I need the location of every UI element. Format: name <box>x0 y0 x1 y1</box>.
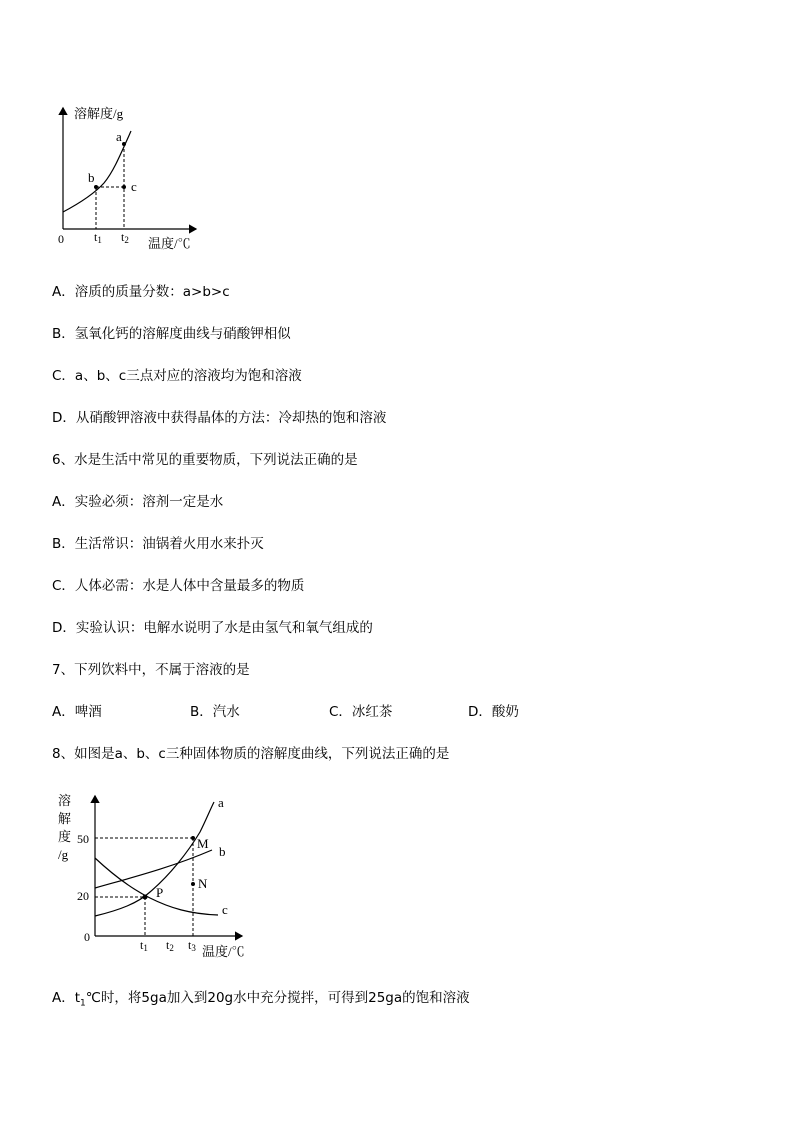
solubility-figure-1 <box>0 0 794 260</box>
curve-b <box>95 850 212 888</box>
q7-question: 7、下列饮料中，不属于溶液的是 <box>52 662 250 678</box>
y-label-char-1: 溶 <box>58 793 72 808</box>
curve-a-label: a <box>218 795 224 810</box>
point-c-label: c <box>131 179 137 194</box>
x-axis-label: 温度/℃ <box>202 944 245 959</box>
q7-option-a: A．啤酒 <box>52 704 102 720</box>
q8-option-a-prefix: A．t <box>52 990 81 1006</box>
point-b-label: b <box>88 170 95 185</box>
q6-question: 6、水是生活中常见的重要物质，下列说法正确的是 <box>52 452 358 468</box>
point-m-dot <box>191 836 195 840</box>
q6-option-b: B．生活常识：油锅着火用水来扑灭 <box>52 536 264 552</box>
x-tick-t2: t2 <box>121 230 129 245</box>
y-label-char-3: 度 <box>58 829 72 844</box>
point-c-dot <box>122 185 126 189</box>
origin-label: 0 <box>84 930 90 944</box>
point-n-label: N <box>198 876 208 891</box>
point-b-dot <box>94 185 98 189</box>
q5-option-b: B．氢氧化钙的溶解度曲线与硝酸钾相似 <box>52 326 291 342</box>
origin-label: 0 <box>58 232 64 246</box>
q7-option-d: D．酸奶 <box>468 704 519 720</box>
x-tick-t1: t1 <box>94 230 102 245</box>
q8-option-a-rest: ℃时，将5ga加入到20g水中充分搅拌，可得到25ga的饱和溶液 <box>85 990 470 1006</box>
point-m-label: M <box>197 836 209 851</box>
q8-option-a <box>52 989 470 1013</box>
q6-option-c: C．人体必需：水是人体中含量最多的物质 <box>52 578 305 594</box>
point-p-label: P <box>156 885 164 900</box>
point-a-dot <box>122 142 126 146</box>
y-tick-50: 50 <box>77 832 89 846</box>
q8-option-a-sub: 1 <box>80 998 86 1009</box>
curve-c-label: c <box>222 902 228 917</box>
x-tick-t3: t3 <box>188 938 196 953</box>
q7-option-c: C．冰红茶 <box>329 704 393 720</box>
solubility-figure-2 <box>0 780 794 980</box>
x-tick-t2: t2 <box>166 938 174 953</box>
y-tick-20: 20 <box>77 889 89 903</box>
curve-a <box>95 802 214 916</box>
q6-option-a: A．实验必须：溶剂一定是水 <box>52 494 224 510</box>
q5-option-a: A．溶质的质量分数：a>b>c <box>52 284 230 300</box>
q7-option-b: B．汽水 <box>190 704 240 720</box>
q5-option-c: C．a、b、c三点对应的溶液均为饱和溶液 <box>52 368 302 384</box>
y-label-char-2: 解 <box>58 811 72 826</box>
y-axis-label: 溶解度/g <box>74 106 124 121</box>
point-a-label: a <box>116 129 122 144</box>
point-n-dot <box>191 882 195 886</box>
x-axis-label: 温度/℃ <box>148 236 191 251</box>
point-p-dot <box>143 895 148 900</box>
curve-b-label: b <box>219 844 226 859</box>
q8-question: 8、如图是a、b、c三种固体物质的溶解度曲线，下列说法正确的是 <box>52 746 450 762</box>
q5-option-d: D．从硝酸钾溶液中获得晶体的方法：冷却热的饱和溶液 <box>52 410 387 426</box>
q6-option-d: D．实验认识：电解水说明了水是由氢气和氧气组成的 <box>52 620 373 636</box>
y-label-char-4: /g <box>58 847 69 862</box>
x-tick-t1: t1 <box>140 938 148 953</box>
